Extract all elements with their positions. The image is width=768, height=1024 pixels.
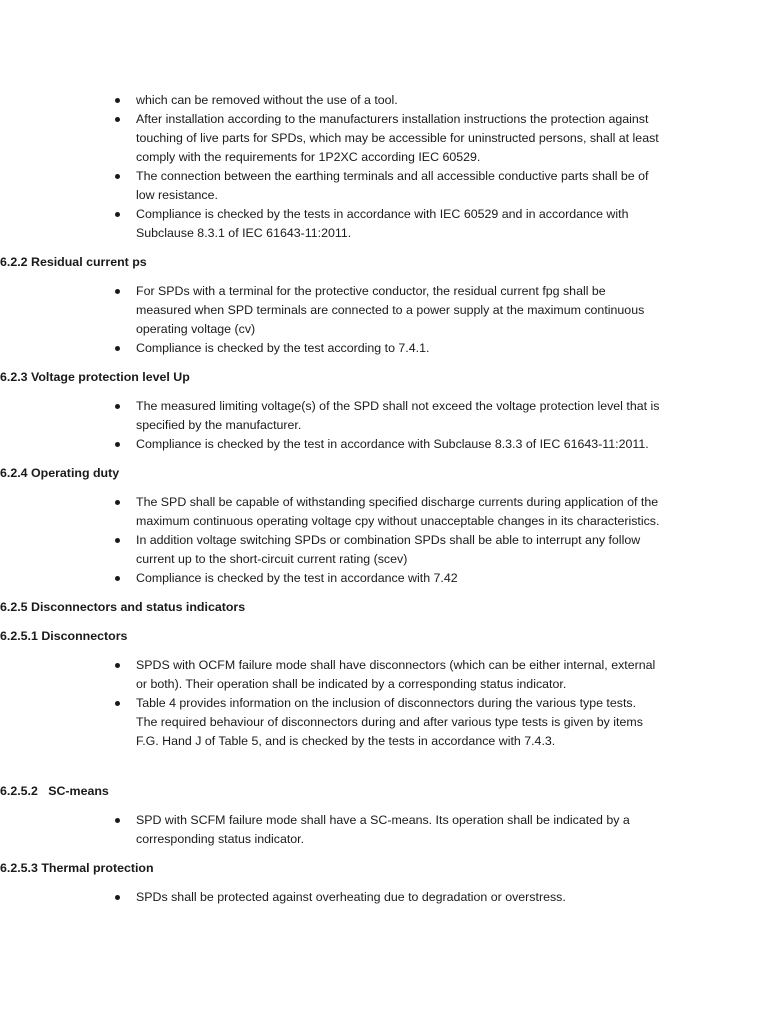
bullet-icon: [115, 663, 120, 668]
bullet-icon: [115, 117, 120, 122]
list-item: The measured limiting voltage(s) of the SPD shall not exceed the voltage protection level that is specified by the manufacturer.: [0, 397, 768, 435]
section-heading-6-2-5: 6.2.5 Disconnectors and status indicators: [0, 600, 246, 614]
section-heading-6-2-4: 6.2.4 Operating duty: [0, 466, 120, 480]
list-item: Compliance is checked by the test in accordance with 7.42: [0, 569, 768, 588]
section-heading-6-2-5-2: 6.2.5.2 SC-means: [0, 784, 109, 798]
bullet-icon: [115, 212, 120, 217]
list-item: Compliance is checked by the tests in accordance with IEC 60529 and in accordance with Subclause 8.3.1 of IEC 61643-11:2011.: [0, 205, 768, 243]
list-item: SPDs shall be protected against overheating due to degradation or overstress.: [0, 888, 768, 907]
list-item: The connection between the earthing terminals and all accessible conductive parts shall be of low resistance.: [0, 167, 768, 205]
section-heading-6-2-2: 6.2.2 Residual current ps: [0, 255, 147, 269]
list-item: SPD with SCFM failure mode shall have a SC-means. Its operation shall be indicated by a corresponding status indicator.: [0, 811, 768, 849]
list-item: which can be removed without the use of a tool.: [0, 91, 768, 110]
list-item: For SPDs with a terminal for the protective conductor, the residual current fpg shall be measured when SPD terminals are connected to a power supply at the maximum continuous operating voltage (cv): [0, 282, 768, 339]
bullet-icon: [115, 818, 120, 823]
section-6-2-4-bullet-list: [0, 493, 768, 588]
bullet-icon: [115, 174, 120, 179]
bullet-icon: [115, 346, 120, 351]
list-item: The SPD shall be capable of withstanding specified discharge currents during application of the maximum continuous operating voltage cpy without unacceptable changes in its characteristics.: [0, 493, 768, 531]
section-6-2-5-1-bullet-list: [0, 656, 768, 751]
section-6-2-2-bullet-list: [0, 282, 768, 358]
bullet-icon: [115, 404, 120, 409]
section-6-2-5-2-bullet-list: [0, 811, 768, 849]
bullet-icon: [115, 500, 120, 505]
bullet-icon: [115, 98, 120, 103]
bullet-icon: [115, 701, 120, 706]
list-item: Compliance is checked by the test according to 7.4.1.: [0, 339, 768, 358]
section-heading-6-2-3: 6.2.3 Voltage protection level Up: [0, 370, 190, 384]
bullet-icon: [115, 895, 120, 900]
bullet-icon: [115, 442, 120, 447]
section-6-2-5-3-bullet-list: [0, 888, 768, 907]
section-heading-6-2-5-3: 6.2.5.3 Thermal protection: [0, 861, 154, 875]
bullet-icon: [115, 538, 120, 543]
list-item: SPDS with OCFM failure mode shall have disconnectors (which can be either internal, external or both). Their operation shall be indicated by a corresponding status indicator.: [0, 656, 768, 694]
list-item: Table 4 provides information on the inclusion of disconnectors during the various type tests. The required behaviour of disconnectors during and after various type tests is given by items F.G. Hand J of Table 5, and is checked by the tests in accordance with 7.4.3.: [0, 694, 768, 751]
list-item: In addition voltage switching SPDs or combination SPDs shall be able to interrupt any follow current up to the short-circuit current rating (scev): [0, 531, 768, 569]
section-6-2-3-bullet-list: [0, 397, 768, 454]
bullet-icon: [115, 576, 120, 581]
intro-bullet-list: [0, 91, 768, 243]
list-item: Compliance is checked by the test in accordance with Subclause 8.3.3 of IEC 61643-11:2011.: [0, 435, 768, 454]
document-content: [0, 91, 768, 907]
section-heading-6-2-5-1: 6.2.5.1 Disconnectors: [0, 629, 128, 643]
bullet-icon: [115, 289, 120, 294]
list-item: After installation according to the manufacturers installation instructions the protection against touching of live parts for SPDs, which may be accessible for uninstructed persons, shall at least comply with the requirements for 1P2XC according IEC 60529.: [0, 110, 768, 167]
